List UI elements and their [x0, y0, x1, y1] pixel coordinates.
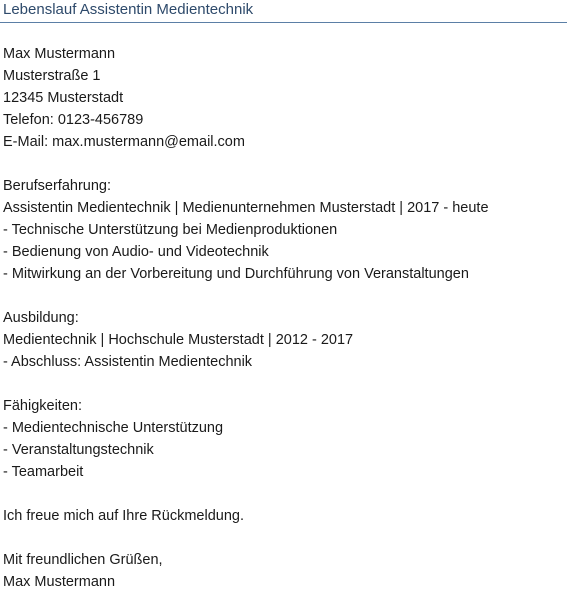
spacer: [3, 483, 563, 505]
skills-item: - Veranstaltungstechnik: [3, 442, 154, 458]
closing-greeting: Mit freundlichen Grüßen,: [3, 552, 163, 568]
closing-text: Ich freue mich auf Ihre Rückmeldung.: [3, 508, 244, 524]
spacer: [3, 285, 563, 307]
contact-email: E-Mail: max.mustermann@email.com: [3, 134, 245, 150]
document-title: Lebenslauf Assistentin Medientechnik: [3, 1, 254, 18]
title-divider: [0, 22, 567, 23]
education-entry: Medientechnik | Hochschule Musterstadt | 2012 - 2017: [3, 332, 354, 348]
experience-item: - Bedienung von Audio- und Videotechnik: [3, 244, 269, 260]
experience-item: - Mitwirkung an der Vorbereitung und Durchführung von Veranstaltungen: [3, 266, 469, 282]
experience-item: - Technische Unterstützung bei Medienproduktionen: [3, 222, 338, 238]
spacer: [3, 153, 563, 175]
spacer: [3, 373, 563, 395]
contact-city: 12345 Musterstadt: [3, 90, 124, 106]
skills-item: - Teamarbeit: [3, 464, 84, 480]
education-heading: Ausbildung:: [3, 310, 79, 326]
experience-position: Assistentin Medientechnik | Medienunternehmen Musterstadt | 2017 - heute: [3, 200, 489, 216]
contact-street: Musterstraße 1: [3, 68, 101, 84]
spacer: [3, 527, 563, 549]
education-item: - Abschluss: Assistentin Medientechnik: [3, 354, 253, 370]
skills-item: - Medientechnische Unterstützung: [3, 420, 224, 436]
experience-heading: Berufserfahrung:: [3, 178, 112, 194]
skills-heading: Fähigkeiten:: [3, 398, 82, 414]
closing-signature: Max Mustermann: [3, 574, 116, 590]
contact-phone: Telefon: 0123-456789: [3, 112, 144, 128]
contact-name: Max Mustermann: [3, 46, 116, 62]
document-body: [3, 43, 563, 593]
